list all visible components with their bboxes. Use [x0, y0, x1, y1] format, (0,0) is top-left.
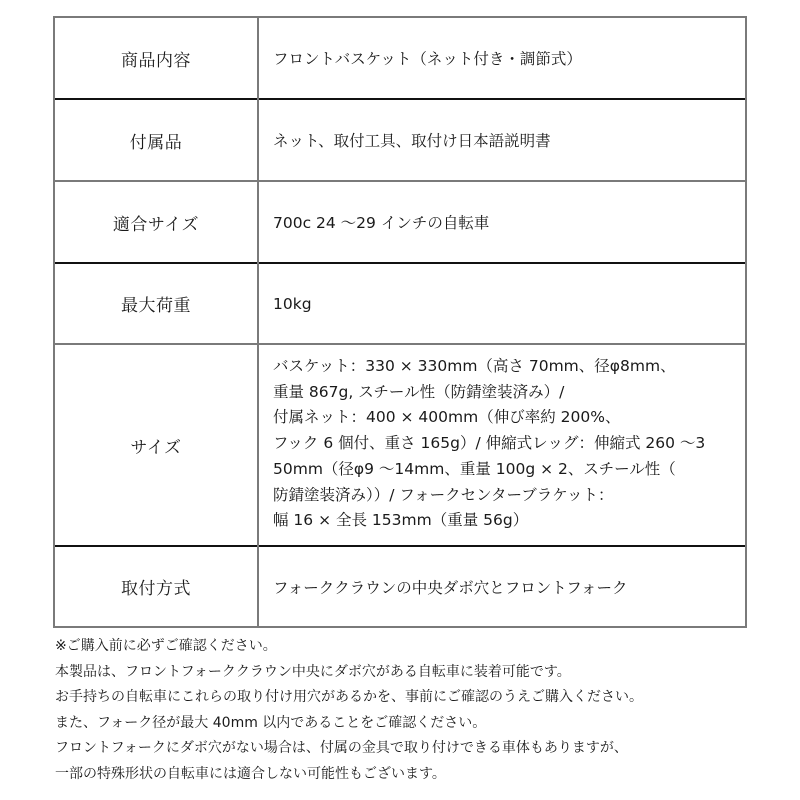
purchase-notes [55, 634, 775, 788]
spec-row-max-load [54, 263, 746, 344]
spec-row-mounting [54, 546, 746, 627]
spec-label: 適合サイズ [54, 181, 258, 263]
spec-row-accessories [54, 99, 746, 181]
spec-label: 付属品 [54, 99, 258, 181]
spec-value: ネット、取付工具、取付け日本語説明書 [258, 99, 746, 181]
spec-value: フォーククラウンの中央ダボ穴とフロントフォーク [258, 546, 746, 627]
spec-value: フロントバスケット（ネット付き・調節式） [258, 17, 746, 99]
size-line: 付属ネット：400 × 400mm（伸び率約 200%、 [273, 408, 621, 427]
note-line: フロントフォークにダボ穴がない場合は、付属の金具で取り付けできる車体もありますが、 [55, 740, 628, 757]
spec-label: 商品内容 [54, 17, 258, 99]
note-line: 一部の特殊形状の自転車には適合しない可能性もございます。 [55, 765, 446, 782]
spec-value-multiline [258, 344, 746, 546]
spec-label: 最大荷重 [54, 263, 258, 344]
note-line: ※ご購入前に必ずご確認ください。 [55, 638, 277, 654]
spec-row-size [54, 344, 746, 546]
spec-label: 取付方式 [54, 546, 258, 627]
product-spec-table [53, 16, 747, 628]
size-line: 幅 16 × 全長 153mm（重量 56g） [273, 511, 529, 530]
note-line: 本製品は、フロントフォーククラウン中央にダボ穴がある自転車に装着可能です。 [55, 663, 571, 680]
size-line: フック 6 個付、重さ 165g）/ 伸縮式レッグ：伸縮式 260 ～3 [273, 434, 706, 453]
size-line: 50mm（径φ9 ～14mm、重量 100g × 2、スチール性（ [273, 459, 676, 478]
note-line: また、フォーク径が最大 40mm 以内であることをご確認ください。 [55, 714, 487, 731]
spec-value: 10kg [258, 263, 746, 344]
size-line: バスケット：330 × 330mm（高さ 70mm、径φ8mm、 [273, 356, 676, 375]
spec-value: 700c 24 ～29 インチの自転車 [258, 181, 746, 263]
note-line: お手持ちの自転車にこれらの取り付け用穴があるかを、事前にご確認のうえご購入ください。 [55, 689, 643, 706]
size-line: 防錆塗装済み））/ フォークセンターブラケット： [273, 485, 614, 504]
spec-row-contents [54, 17, 746, 99]
spec-label: サイズ [54, 344, 258, 546]
size-line: 重量 867g, スチール性（防錆塗装済み）/ [273, 382, 565, 401]
spec-row-compatible-size [54, 181, 746, 263]
